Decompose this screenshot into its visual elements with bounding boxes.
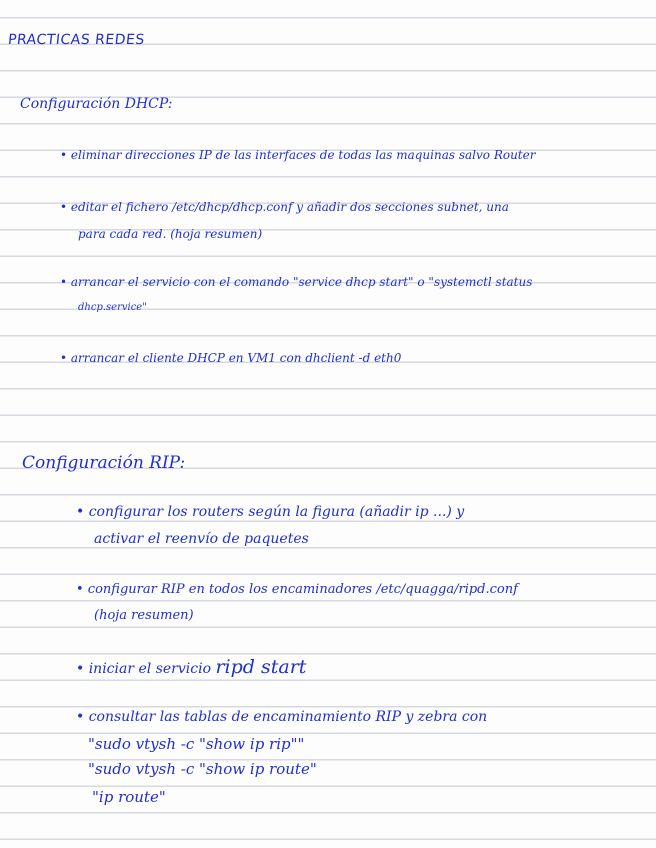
rip-bullet-2: • configurar RIP en todos los encaminadores /etc/quagga/ripd.conf (76, 582, 518, 597)
page-title: PRACTICAS REDES (7, 32, 146, 48)
rip-bullet-4-cmd-2: "sudo vtysh -c "show ip route" (88, 760, 317, 778)
dhcp-heading: Configuración DHCP: (20, 96, 173, 112)
dhcp-bullet-4: • arrancar el cliente DHCP en VM1 con dhclient -d eth0 (60, 351, 402, 365)
dhcp-bullet-1: • eliminar direcciones IP de las interfaces de todas las maquinas salvo Router (60, 148, 536, 162)
dhcp-bullet-2: • editar el fichero /etc/dhcp/dhcp.conf y añadir dos secciones subnet, una (60, 200, 509, 214)
rip-bullet-4-cmd-1: "sudo vtysh -c "show ip rip"" (88, 735, 305, 753)
rip-bullet-3-text: • iniciar el servicio (76, 661, 211, 677)
rip-bullet-1-cont: activar el reenvío de paquetes (94, 531, 309, 547)
dhcp-bullet-2-cont: para cada red. (hoja resumen) (78, 227, 263, 241)
rip-bullet-1: • configurar los routers según la figura (añadir ip ...) y (76, 504, 465, 520)
dhcp-bullet-3-cont: dhcp.service" (78, 302, 147, 313)
rip-bullet-4: • consultar las tablas de encaminamiento RIP y zebra con (76, 709, 488, 725)
dhcp-bullet-3: • arrancar el servicio con el comando "service dhcp start" o "systemctl status (60, 275, 533, 289)
rip-bullet-3 (76, 658, 306, 677)
rip-bullet-3-command: ripd start (215, 656, 307, 678)
rip-heading: Configuración RIP: (22, 453, 186, 473)
rip-bullet-2-cont: (hoja resumen) (94, 608, 194, 623)
rip-bullet-4-cmd-3: "ip route" (92, 788, 166, 806)
